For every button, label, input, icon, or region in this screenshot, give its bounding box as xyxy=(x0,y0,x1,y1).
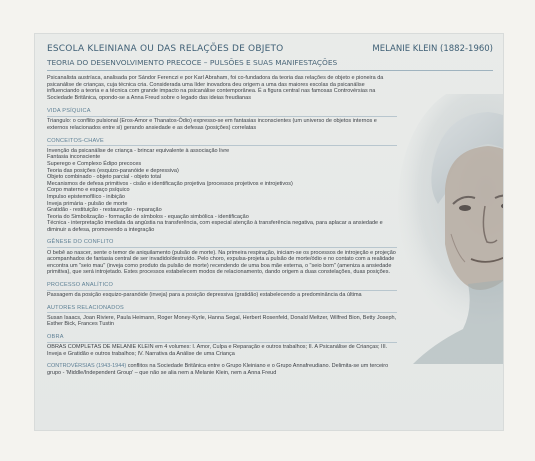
section-text: Passagem da posição esquizo-paranóide (inveja) para a posição depressiva (gratidão) estabelecendo a predominância da última xyxy=(47,292,362,299)
section-autores-relacionados xyxy=(47,305,397,328)
section-heading: OBRA xyxy=(47,334,397,343)
section-obra xyxy=(47,334,397,357)
section-heading-inline: CONTROVÉRSIAS (1943-1944) xyxy=(47,363,127,370)
section-text xyxy=(47,363,397,376)
section-conceitos-chave xyxy=(47,138,397,234)
section-controversias xyxy=(47,363,397,376)
list-item: Mecanismos de defesa primitivos - cisão e identificação projetiva (processos projetivos e introjetivos) xyxy=(47,180,293,187)
list-item: Inveja primária - pulsão de morte xyxy=(47,200,128,207)
controversias-text: conflitos na Sociedade Britânica entre o Grupo Kleiniano e o Grupo Annafreudiano. Delimita-se um terceiro grupo - 'Middle/Independent Group' – que não se alia nem a Melanie Klein, nem a Anna Freud xyxy=(47,363,389,376)
section-processo-analitico xyxy=(47,282,397,299)
list-item: Objeto combinado - objeto parcial - objeto total xyxy=(47,174,162,181)
page-subtitle: TEORIA DO DESENVOLVIMENTO PRECOCE – PULSÕES E SUAS MANIFESTAÇÕES xyxy=(47,58,338,67)
section-text: O bebê ao nascer, sente o temor de aniquilamento (pulsão de morte). Na primeira respiração, iniciam-se os processos de introjeção e projeção acompanhados de fantasia central de ser invadido/destruído. Pelo choro, expulsa-projeta a pulsão de morte/ódio e no contato com a realidade encontra um "seio mau" (inveja como produto da pulsão de morte) recendendo de uma boa mãe externa, o "seio bom" (ameniza a ansiedade primitiva), que será introjetado. Estes processos estabelecem modos de relacionamento, dando origem a duas constelações, duas posições. xyxy=(47,249,396,276)
section-heading: GÊNESE DO CONFLITO xyxy=(47,239,397,248)
section-genese-conflito xyxy=(47,239,397,275)
section-vida-psiquica xyxy=(47,108,397,131)
list-item: Invenção da psicanálise de criança - brincar equivalente à associação livre xyxy=(47,147,230,154)
list-item: Teoria das posições (esquizo-paranóide e depressiva) xyxy=(47,167,179,174)
document-card xyxy=(34,33,504,431)
list-item: Superego e Complexo Édipo precoces xyxy=(47,160,142,167)
header-divider xyxy=(47,70,493,71)
list-item: Técnica - interpretação imediata da angústia na transferência, com especial atenção à transferência negativa, para aplacar a ansiedade e diminuir a defesa, promovendo a integração xyxy=(47,220,383,233)
intro-paragraph: Psicanalista austríaca, analisada por Sándor Ferenczi e por Karl Abraham, foi co-fundadora da teoria das relações de objeto e pioneira da psicanálise de crianças, cuja técnica cria. Considerada uma líder inovadora deu origem a uma das maiores escolas da psicanálise influenciando a teoria e a técnica com grande impacto na psicanálise contemporânea. É a figura central nas famosas Controvérsias na Sociedade Britânica, opondo-se a Anna Freud sobre o legado das ideias freudianas xyxy=(47,75,384,101)
section-heading: PROCESSO ANALÍTICO xyxy=(47,282,397,291)
list-item: Corpo materno e espaço psíquico xyxy=(47,187,130,194)
section-text: Triangulo: o conflito pulsional (Eros-Amor e Thanatos-Ódio) expresso-se em fantasias inconscientes (um universo de objetos internos e externos relacionados entre si) gerando ansiedade e as defesas (posições) correlatas xyxy=(47,118,377,132)
list-item: Teoria do Simbolização - formação de símbolos - equação simbólica - identificação xyxy=(47,213,249,220)
document-body xyxy=(47,75,397,382)
section-heading: AUTORES RELACIONADOS xyxy=(47,305,397,314)
page-title: ESCOLA KLEINIANA OU DAS RELAÇÕES DE OBJETO xyxy=(47,44,284,54)
author-name: MELANIE KLEIN (1882-1960) xyxy=(372,44,493,54)
list-item: Fantasia inconsciente xyxy=(47,154,101,161)
section-heading: VIDA PSÍQUICA xyxy=(47,108,397,117)
section-text: OBRAS COMPLETAS DE MELANIE KLEIN em 4 volumes: I. Amor, Culpa e Reparação e outros trabalhos; II. A Psicanálise de Crianças; III. Inveja e Gratidão e outros trabalhos; IV. Narrativa da Análise de uma Criança xyxy=(47,344,388,357)
section-heading: CONCEITOS-CHAVE xyxy=(47,138,397,147)
section-text: Susan Isaacs, Joan Riviere, Paula Heimann, Roger Money-Kyrle, Hanna Segal, Herbert Rosenfeld, Donald Meltzer, Wilfred Bion, Betty Joseph, Esther Bick, Frances Tustin xyxy=(47,314,397,328)
list-item: Gratidão - restituição - restauração - reparação xyxy=(47,207,162,214)
portrait-image xyxy=(393,94,504,364)
list-item: Impulso epistemofílico - inibição xyxy=(47,193,125,200)
